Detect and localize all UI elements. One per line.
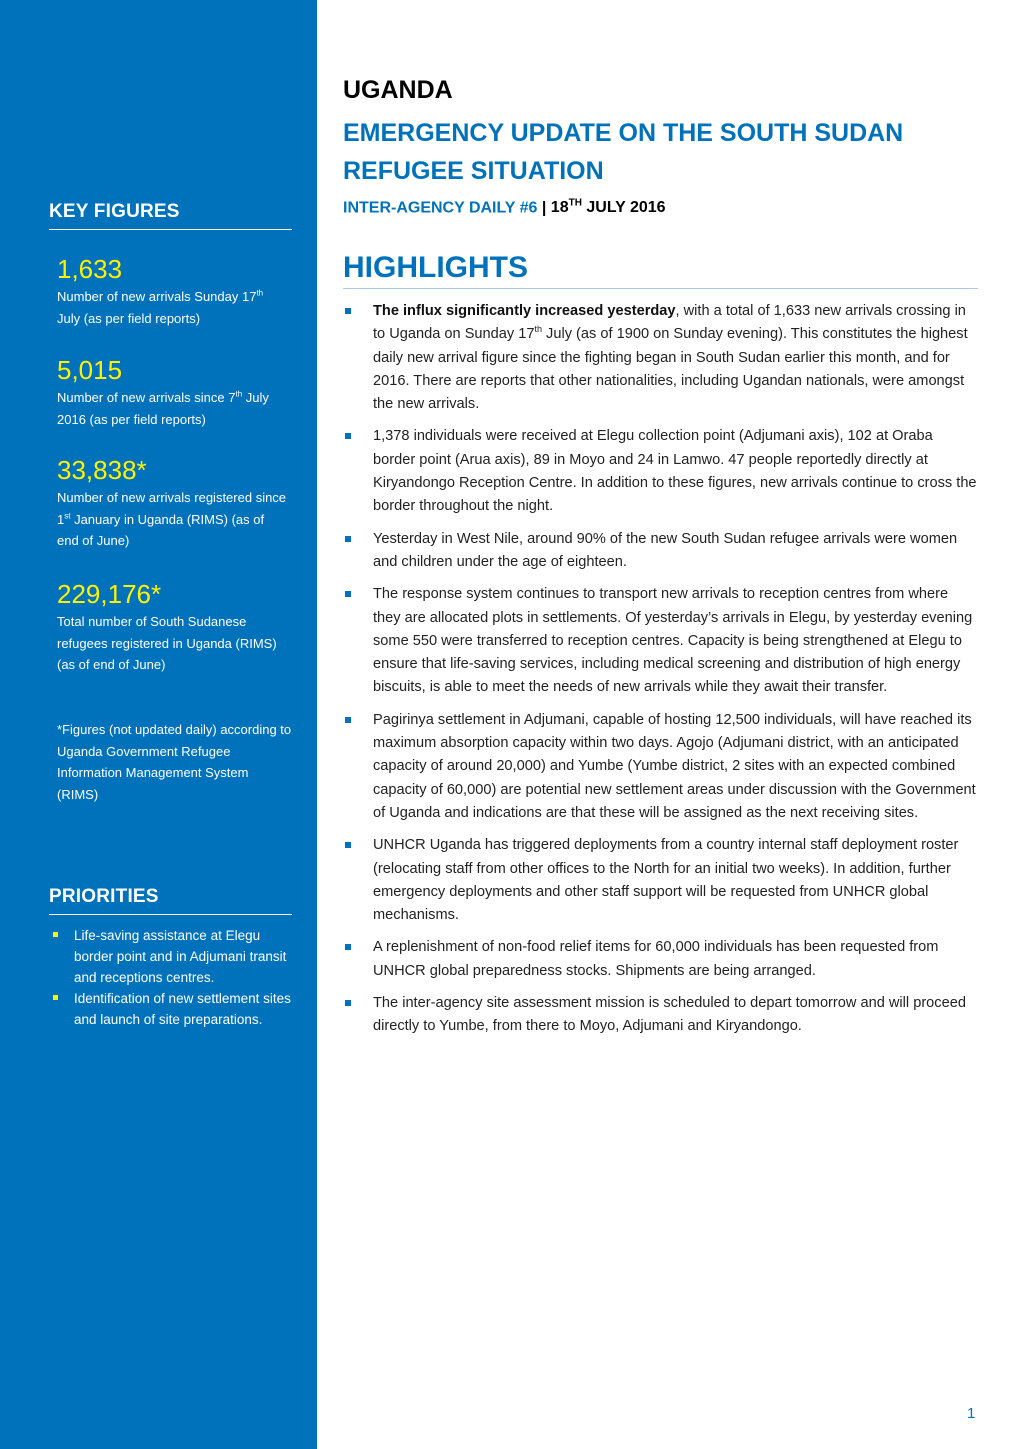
key-figure-value: 33,838* xyxy=(57,455,147,485)
priorities-heading: PRIORITIES xyxy=(49,886,292,915)
country-title: UGANDA xyxy=(343,76,453,104)
figures-note: *Figures (not updated daily) according to Uganda Government Refugee Information Management System (RIMS) xyxy=(57,722,292,802)
key-figure-description: Number of new arrivals Sunday 17th July (as per field reports) xyxy=(57,288,264,326)
highlight-item: The influx significantly increased yesterday, with a total of 1,633 new arrivals crossing in to Uganda on Sunday 17th July (as of 1900 on Sunday evening). This constitutes the highest daily new arrival figure since the fighting began in South Sudan earlier this month, and for 2016. There are reports that other nationalities, including Ugandan nationals, were amongst the new arrivals. xyxy=(343,300,978,416)
key-figure xyxy=(57,455,287,552)
key-figure-value: 1,633 xyxy=(57,254,123,284)
key-figure-description: Total number of South Sudanese refugees registered in Uganda (RIMS) (as of end of June) xyxy=(57,614,277,672)
key-figure-description: Number of new arrivals registered since 1st January in Uganda (RIMS) (as of end of June) xyxy=(57,490,287,548)
priorities-list xyxy=(49,925,294,1030)
highlight-item: The response system continues to transport new arrivals to reception centres from where they are allocated plots in settlements. Of yesterday’s arrivals in Elegu, by yesterday evening some 550 were transferred to reception centres. Capacity is being strengthened at Elegu to ensure that life-saving services, including medical screening and distribution of high energy biscuits, is able to meet the needs of new arrivals while they await their transfer. xyxy=(343,583,978,699)
key-figure-description: Number of new arrivals since 7th July 2016 (as per field reports) xyxy=(57,389,269,427)
report-date: 18TH JULY 2016 xyxy=(550,198,666,217)
key-figure xyxy=(57,254,287,329)
priority-item: Identification of new settlement sites and launch of site preparations. xyxy=(49,988,294,1030)
highlight-item: A replenishment of non-food relief items for 60,000 individuals has been requested from UNHCR global preparedness stocks. Shipments are being arranged. xyxy=(343,936,978,983)
report-subtitle: INTER-AGENCY DAILY #6 | 18TH JULY 2016 xyxy=(343,198,666,217)
highlights-heading: HIGHLIGHTS xyxy=(343,251,978,289)
page-number: 1 xyxy=(967,1405,976,1422)
highlights-list xyxy=(343,300,978,1048)
report-title: EMERGENCY UPDATE ON THE SOUTH SUDAN REFUGEE SITUATION xyxy=(343,119,904,185)
highlight-item: Yesterday in West Nile, around 90% of the new South Sudan refugee arrivals were women and children under the age of eighteen. xyxy=(343,528,978,575)
report-series: INTER-AGENCY DAILY #6 xyxy=(343,199,538,217)
key-figure xyxy=(57,355,287,430)
key-figure-value: 229,176* xyxy=(57,579,162,609)
key-figure-value: 5,015 xyxy=(57,355,123,385)
key-figure xyxy=(57,579,287,676)
sidebar xyxy=(0,0,317,1449)
highlight-item: UNHCR Uganda has triggered deployments from a country internal staff deployment roster (relocating staff from other offices to the North for an initial two weeks). In addition, further emergency deployments and other staff support will be requested from UNHCR global mechanisms. xyxy=(343,834,978,927)
priority-item: Life-saving assistance at Elegu border point and in Adjumani transit and receptions centres. xyxy=(49,925,294,988)
highlight-item: The inter-agency site assessment mission is scheduled to depart tomorrow and will proceed directly to Yumbe, from there to Moyo, Adjumani and Kiryandongo. xyxy=(343,992,978,1039)
key-figures-heading: KEY FIGURES xyxy=(49,201,292,230)
highlight-item: Pagirinya settlement in Adjumani, capable of hosting 12,500 individuals, will have reached its maximum absorption capacity within two days. Agojo (Adjumani district, with an anticipated capacity of around 20,000) and Yumbe (Yumbe district, 2 sites with an expected combined capacity of 60,000) are potential new settlement areas under discussion with the Government of Uganda and indications are that these will be assigned as the next receiving sites. xyxy=(343,709,978,825)
highlight-item: 1,378 individuals were received at Elegu collection point (Adjumani axis), 102 at Oraba border point (Arua axis), 89 in Moyo and 24 in Lamwo. 47 people reportedly directly at Kiryandongo Reception Centre. In addition to these figures, new arrivals continue to cross the border throughout the night. xyxy=(343,425,978,518)
